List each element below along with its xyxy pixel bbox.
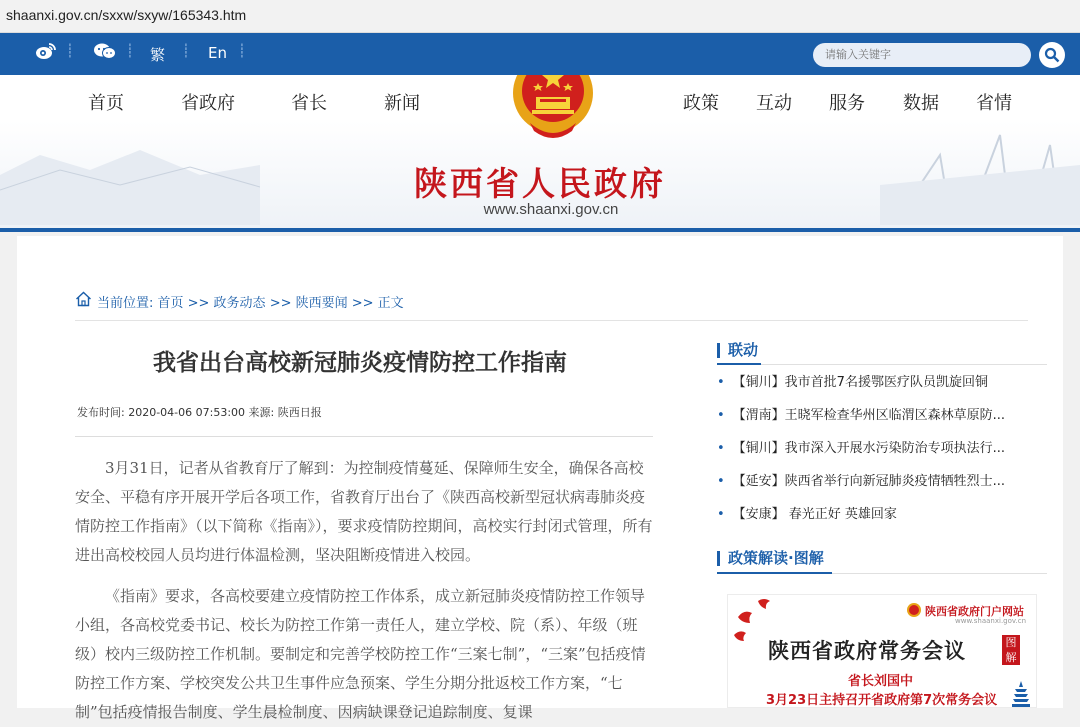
nav-home[interactable]: 首页 — [88, 93, 124, 114]
site-header — [0, 75, 1080, 232]
banner-site-name: 陕西省政府门户网站 — [925, 605, 1024, 618]
divider: ┊ — [238, 44, 246, 59]
national-emblem — [510, 75, 596, 143]
article-paragraph: 《指南》要求，各高校要建立疫情防控工作体系，成立新冠肺炎疫情防控工作领导小组，各高校党委书记、校长为防控工作第一责任人，建立学校、院（系）、年级（班级）校内三级防控工作机制。要制定和完善学校防控工作“三案七制”，“三案”包括疫情防控工作方案、学校突发公共卫生事件应急预案、学生分期分批返校工作方案，“七制”包括疫情报告制度、学生晨检制度、因病缺课登记追踪制度、复课 — [75, 587, 646, 721]
breadcrumb-text[interactable]: 当前位置: 首页 >> 政务动态 >> 陕西要闻 >> 正文 — [97, 296, 404, 311]
nav-service[interactable]: 服务 — [829, 93, 865, 114]
banner-line-2: 3月23日主持召开省政府第7次常务会议 — [766, 693, 998, 708]
search-input[interactable] — [813, 43, 1031, 67]
nav-interaction[interactable]: 互动 — [756, 93, 792, 114]
policy-banner[interactable] — [727, 594, 1037, 708]
divider — [75, 436, 653, 437]
article-meta: 发布时间: 2020-04-06 07:53:00 来源: 陕西日报 — [77, 406, 322, 419]
url-text: shaanxi.gov.cn/sxxw/sxyw/165343.htm — [6, 7, 247, 23]
nav-policy[interactable]: 政策 — [683, 93, 719, 114]
pagoda-icon — [1010, 681, 1032, 708]
divider: ┊ — [126, 44, 134, 59]
nav-province-info[interactable]: 省情 — [976, 93, 1012, 114]
banner-tag: 图解 — [1002, 635, 1020, 665]
weibo-icon[interactable] — [35, 42, 57, 65]
divider: ┊ — [66, 44, 74, 59]
divider — [75, 320, 1028, 321]
wechat-icon[interactable] — [93, 42, 117, 65]
article-paragraph: 3月31日，记者从省教育厅了解到：为控制疫情蔓延、保障师生安全，确保各高校安全、平稳有序开展开学后各项工作，省教育厅出台了《陕西高校新型冠状病毒肺炎疫情防控工作指南》（以下简称《指南》），要求疫情防控期间，高校实行封闭式管理，所有进出高校校园人员均进行体温检测，坚决阻断疫情进入校园。 — [75, 459, 653, 564]
search-button[interactable] — [1039, 42, 1065, 68]
list-item[interactable]: • 【铜川】我市首批7名援鄂医疗队员凯旋回铜 — [717, 375, 988, 390]
site-name: 陕西省人民政府 — [414, 164, 666, 203]
divider — [717, 364, 1047, 365]
list-item[interactable]: • 【延安】陕西省举行向新冠肺炎疫情牺牲烈士... — [717, 474, 1006, 489]
browser-address-bar[interactable] — [0, 0, 1080, 33]
home-icon — [75, 291, 92, 307]
section-underline — [717, 363, 761, 365]
nav-news[interactable]: 新闻 — [384, 93, 420, 114]
list-item[interactable]: • 【渭南】王晓军检查华州区临渭区森林草原防... — [717, 408, 1006, 423]
list-item[interactable]: • 【安康】 春光正好 英雄回家 — [717, 507, 897, 522]
section-title-policy: 政策解读·图解 — [717, 551, 824, 566]
banner-site-url: www.shaanxi.gov.cn — [955, 617, 1027, 625]
article-title: 我省出台高校新冠肺炎疫情防控工作指南 — [153, 350, 567, 376]
divider: ┊ — [182, 44, 190, 59]
section-underline — [717, 572, 832, 574]
content-panel — [17, 236, 1063, 721]
traditional-chinese-link[interactable]: 繁 — [150, 46, 166, 64]
nav-data[interactable]: 数据 — [903, 93, 939, 114]
nav-government[interactable]: 省政府 — [181, 93, 235, 114]
emblem-icon — [906, 602, 922, 618]
linkage-news-list — [717, 371, 1057, 536]
nav-governor[interactable]: 省长 — [291, 93, 327, 114]
section-title-linkage: 联动 — [717, 343, 758, 358]
top-bar — [0, 33, 1080, 75]
site-url: www.shaanxi.gov.cn — [483, 201, 619, 218]
banner-title: 陕西省政府常务会议 — [768, 638, 966, 663]
search-icon — [1044, 47, 1060, 63]
list-item[interactable]: • 【铜川】我市深入开展水污染防治专项执法行... — [717, 441, 1006, 456]
banner-line-1: 省长刘国中 — [848, 674, 914, 689]
english-link[interactable]: En — [208, 44, 227, 62]
